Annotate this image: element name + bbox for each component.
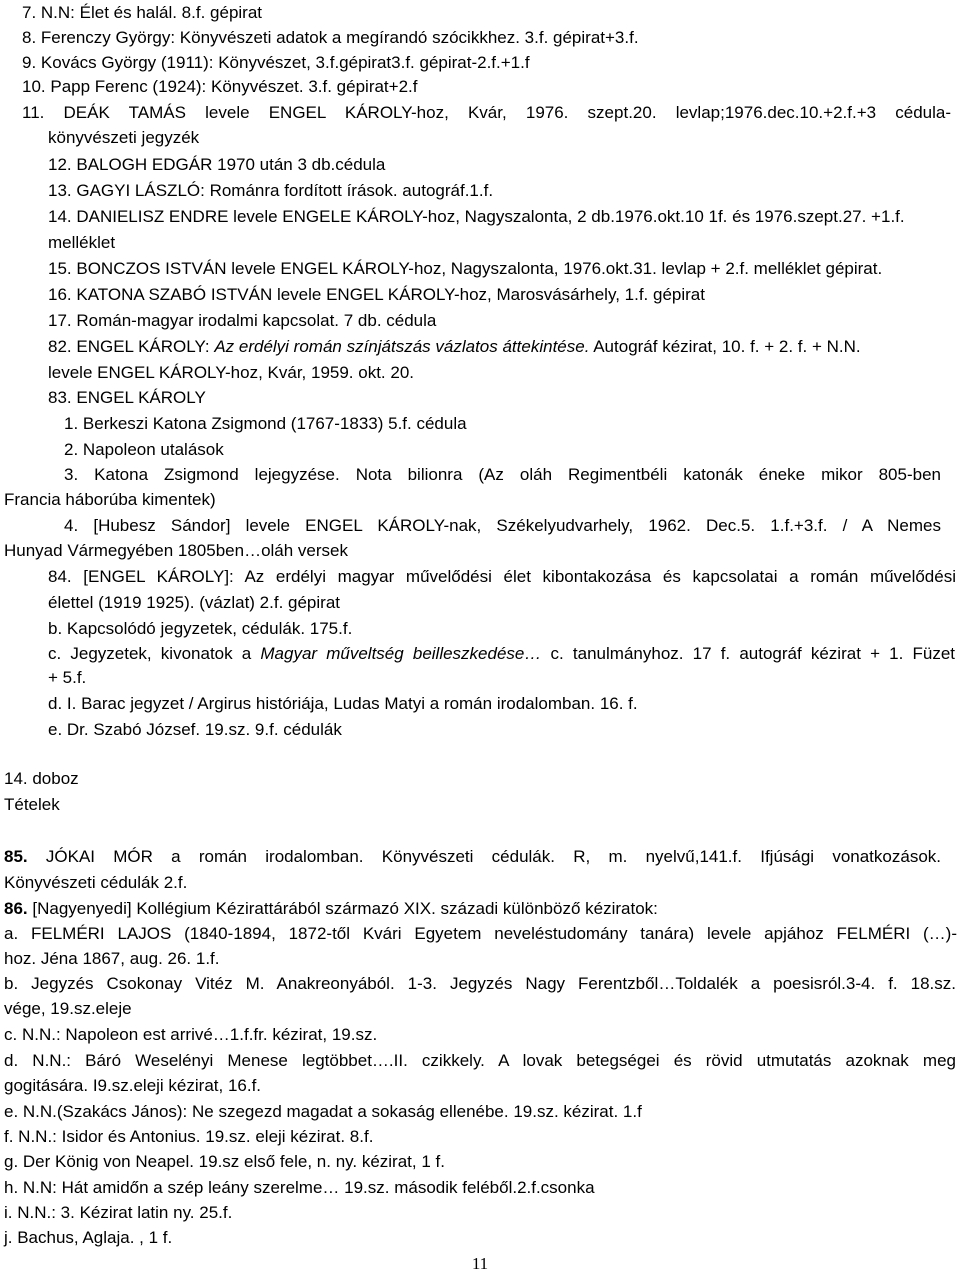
- list-item: 2. Napoleon utalások: [64, 440, 224, 459]
- list-item: d. N.N.: Báró Weselényi Menese legtöbbet….II. czikkely. A lovak betegségei és rövid utmutatás azoknak meg: [4, 1051, 956, 1070]
- list-item: d. I. Barac jegyzet / Argirus históriája, Ludas Matyi a román irodalomban. 16. f.: [48, 694, 638, 713]
- item-title-italic: Az erdélyi román színjátszás vázlatos áttekintése.: [214, 337, 590, 356]
- list-item-continuation: Könyvészeti cédulák 2.f.: [4, 873, 188, 892]
- item-number: 85.: [4, 847, 28, 866]
- list-item: 13. GAGYI LÁSZLÓ: Románra fordított írások. autográf.1.f.: [48, 181, 494, 200]
- list-item: 3. Katona Zsigmond lejegyzése. Nota bilionra (Az oláh Regimentbéli katonák éneke mikor 805-ben: [64, 465, 941, 484]
- list-item: 17. Román-magyar irodalmi kapcsolat. 7 db. cédula: [48, 311, 437, 330]
- list-item: [48, 336, 861, 358]
- list-item: 15. BONCZOS ISTVÁN levele ENGEL KÁROLY-hoz, Nagyszalonta, 1976.okt.31. levlap + 2.f. melléklet gépirat.: [48, 259, 883, 278]
- list-item: 10. Papp Ferenc (1924): Könyvészet. 3.f. gépirat+2.f: [22, 77, 418, 96]
- list-item-continuation: élettel (1919 1925). (vázlat) 2.f. gépirat: [48, 593, 340, 612]
- list-item: [4, 898, 658, 920]
- list-item: 16. KATONA SZABÓ ISTVÁN levele ENGEL KÁROLY-hoz, Marosvásárhely, 1.f. gépirat: [48, 285, 705, 304]
- list-item: a. FELMÉRI LAJOS (1840-1894, 1872-től Kvári Egyetem neveléstudomány tanára) levele apjához FELMÉRI (…)-: [4, 924, 957, 943]
- list-item: 8. Ferenczy György: Könyvészeti adatok a megírandó szócikkhez. 3.f. gépirat+3.f.: [22, 28, 639, 47]
- list-item-continuation: levele ENGEL KÁROLY-hoz, Kvár, 1959. okt. 20.: [48, 363, 415, 382]
- list-item: i. N.N.: 3. Kézirat latin ny. 25.f.: [4, 1203, 233, 1222]
- list-item-continuation: gogitására. I9.sz.eleji kézirat, 16.f.: [4, 1076, 262, 1095]
- list-item: 12. BALOGH EDGÁR 1970 után 3 db.cédula: [48, 155, 386, 174]
- page-number: 11: [471, 1254, 489, 1273]
- list-item: 11. DEÁK TAMÁS levele ENGEL KÁROLY-hoz, Kvár, 1976. szept.20. levlap;1976.dec.10.+2.f.+3 cédula-: [22, 103, 951, 122]
- item-text: 82. ENGEL KÁROLY:: [48, 337, 215, 356]
- item-text: Autográf kézirat, 10. f. + 2. f. + N.N.: [589, 337, 861, 356]
- item-title-italic: Magyar műveltség beilleszkedése…: [260, 644, 542, 663]
- list-item-continuation: Hunyad Vármegyében 1805ben…oláh versek: [4, 541, 349, 560]
- list-item: b. Jegyzés Csokonay Vitéz M. Anakreonyából. 1-3. Jegyzés Nagy Ferentzből…Toldalék a poesisról.3-4. f. 18.sz.: [4, 974, 956, 993]
- list-item: e. N.N.(Szakács János): Ne szegezd magadat a sokaság ellenébe. 19.sz. kézirat. 1.f: [4, 1102, 642, 1121]
- list-item: 14. DANIELISZ ENDRE levele ENGELE KÁROLY-hoz, Nagyszalonta, 2 db.1976.okt.10 1f. és 1976.szept.27. +1.f.: [48, 207, 905, 226]
- box-heading: 14. doboz: [4, 769, 79, 788]
- list-item: e. Dr. Szabó József. 19.sz. 9.f. cédulák: [48, 720, 342, 739]
- list-item: 9. Kovács György (1911): Könyvészet, 3.f.gépirat3.f. gépirat-2.f.+1.f: [22, 53, 530, 72]
- list-item-continuation: + 5.f.: [48, 668, 87, 687]
- list-item: b. Kapcsolódó jegyzetek, cédulák. 175.f.: [48, 619, 353, 638]
- list-item-continuation: hoz. Jéna 1867, aug. 26. 1.f.: [4, 949, 220, 968]
- list-item: [4, 846, 941, 868]
- list-item: [48, 643, 955, 665]
- list-item: f. N.N.: Isidor és Antonius. 19.sz. eleji kézirat. 8.f.: [4, 1127, 374, 1146]
- section-heading: Tételek: [4, 795, 60, 814]
- item-text: [Nagyenyedi] Kollégium Kézirattárából származó XIX. századi különböző kéziratok:: [27, 899, 658, 918]
- list-item: 83. ENGEL KÁROLY: [48, 388, 206, 407]
- list-item: 84. [ENGEL KÁROLY]: Az erdélyi magyar művelődési élet kibontakozása és kapcsolatai a román művelődési: [48, 567, 956, 586]
- list-item-continuation: melléklet: [48, 233, 116, 252]
- list-item: c. N.N.: Napoleon est arrivé…1.f.fr. kézirat, 19.sz.: [4, 1025, 378, 1044]
- list-item: h. N.N: Hát amidőn a szép leány szerelme… 19.sz. második feléből.2.f.csonka: [4, 1178, 595, 1197]
- list-item: 4. [Hubesz Sándor] levele ENGEL KÁROLY-nak, Székelyudvarhely, 1962. Dec.5. 1.f.+3.f. / A Nemes: [64, 516, 941, 535]
- list-item-continuation: könyvészeti jegyzék: [48, 128, 200, 147]
- item-text: JÓKAI MÓR a román irodalomban. Könyvészeti cédulák. R, m. nyelvű,141.f. Ifjúsági vonatkozások.: [27, 847, 941, 866]
- list-item: g. Der König von Neapel. 19.sz első fele, n. ny. kézirat, 1 f.: [4, 1152, 445, 1171]
- list-item: j. Bachus, Aglaja. , 1 f.: [4, 1228, 173, 1247]
- list-item-continuation: vége, 19.sz.eleje: [4, 999, 132, 1018]
- list-item: 1. Berkeszi Katona Zsigmond (1767-1833) 5.f. cédula: [64, 414, 467, 433]
- item-text: c. Jegyzetek, kivonatok a: [48, 644, 261, 663]
- list-item: 7. N.N: Élet és halál. 8.f. gépirat: [22, 3, 263, 22]
- item-text: c. tanulmányhoz. 17 f. autográf kézirat + 1. Füzet: [541, 644, 956, 663]
- item-number: 86.: [4, 899, 28, 918]
- list-item-continuation: Francia háborúba kimentek): [4, 490, 216, 509]
